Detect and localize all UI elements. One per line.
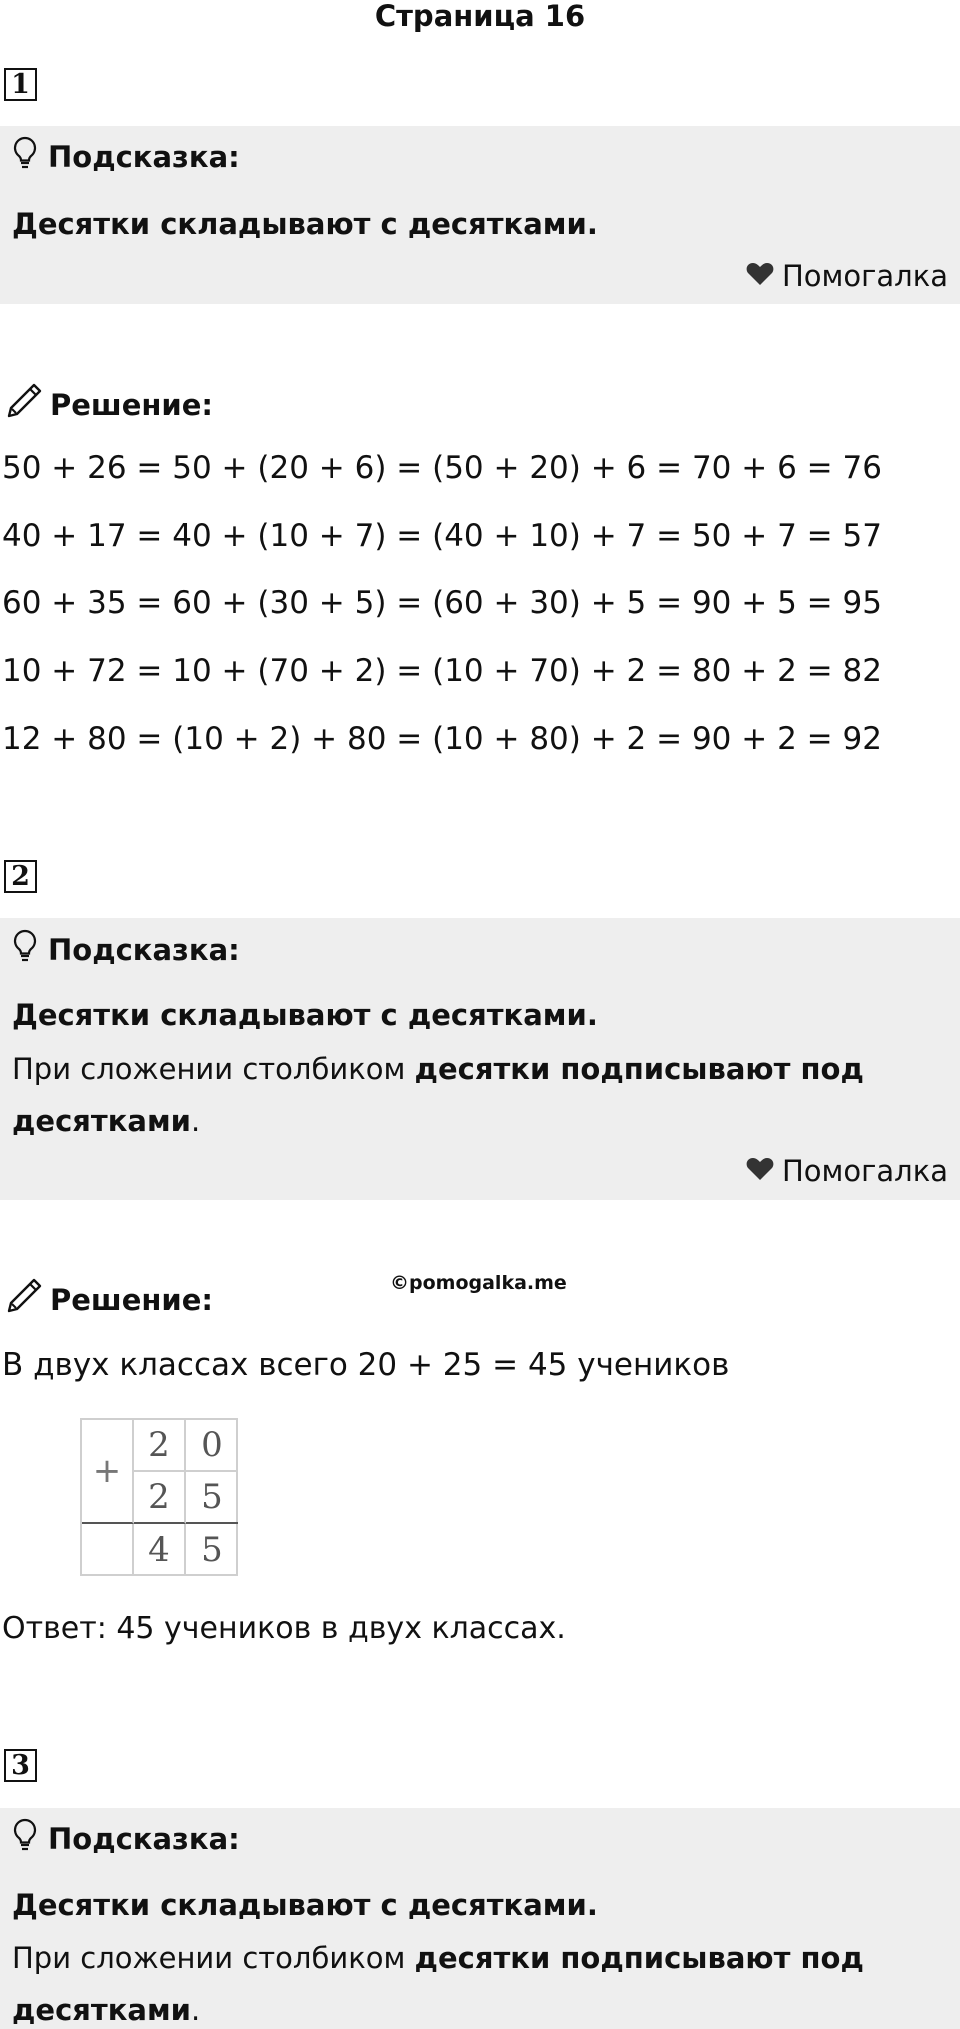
- page-title: Страница 16: [374, 0, 586, 33]
- hint-text-3-line2: При сложении столбиком десятки подписывают под: [12, 1941, 864, 1975]
- plus-sign: +: [82, 1420, 134, 1524]
- task-number-1: 1: [4, 68, 37, 101]
- solution-title: Решение:: [50, 1283, 214, 1317]
- equation-line: 12 + 80 = (10 + 2) + 80 = (10 + 80) + 2 = 90 + 2 = 92: [2, 721, 882, 757]
- watermark: ©pomogalka.me: [390, 1272, 567, 1294]
- lightbulb-icon: [12, 1818, 38, 1860]
- hint-title: Подсказка:: [48, 933, 240, 967]
- task-number-3: 3: [4, 1749, 37, 1782]
- heart-icon: [746, 1153, 774, 1189]
- equation-line: 10 + 72 = 10 + (70 + 2) = (10 + 70) + 2 = 80 + 2 = 82: [2, 653, 882, 689]
- answer-2: Ответ: 45 учеников в двух классах.: [2, 1611, 566, 1646]
- hint-text-2: Десятки складывают с десятками.: [12, 998, 598, 1032]
- digit-cell: 5: [186, 1472, 238, 1524]
- solution-text-2: В двух классах всего 20 + 25 = 45 учеников: [2, 1347, 730, 1383]
- equation-line: 60 + 35 = 60 + (30 + 5) = (60 + 30) + 5 = 90 + 5 = 95: [2, 585, 882, 621]
- digit-cell: 0: [186, 1420, 238, 1472]
- brand-label-1: Помогалка: [746, 258, 948, 294]
- solution-header-1: [4, 381, 213, 429]
- solution-header-2: [4, 1276, 213, 1324]
- hint-header-1: [12, 136, 240, 178]
- hint-text-1: Десятки складывают с десятками.: [12, 207, 598, 241]
- hint-text-2-line2: При сложении столбиком десятки подписывают под: [12, 1052, 864, 1086]
- hint-header-2: [12, 929, 240, 971]
- solution-title: Решение:: [50, 388, 214, 422]
- column-addition: [80, 1418, 238, 1576]
- pencil-icon: [4, 1276, 44, 1324]
- hint-header-3: [12, 1818, 240, 1860]
- hint-text-3: Десятки складывают с десятками.: [12, 1888, 598, 1922]
- brand-label-2: Помогалка: [746, 1153, 948, 1189]
- empty-cell: [82, 1524, 134, 1576]
- task-number-2: 2: [4, 860, 37, 893]
- digit-cell: 2: [134, 1420, 186, 1472]
- equation-line: 40 + 17 = 40 + (10 + 7) = (40 + 10) + 7 = 50 + 7 = 57: [2, 518, 882, 554]
- pencil-icon: [4, 381, 44, 429]
- equation-line: 50 + 26 = 50 + (20 + 6) = (50 + 20) + 6 = 70 + 6 = 76: [2, 450, 882, 486]
- hint-text-3-line3: десятками.: [12, 1993, 201, 2027]
- lightbulb-icon: [12, 136, 38, 178]
- digit-cell: 4: [134, 1524, 186, 1576]
- hint-title: Подсказка:: [48, 1822, 240, 1856]
- hint-text-2-line3: десятками.: [12, 1104, 201, 1138]
- digit-cell: 2: [134, 1472, 186, 1524]
- lightbulb-icon: [12, 929, 38, 971]
- heart-icon: [746, 258, 774, 294]
- hint-title: Подсказка:: [48, 140, 240, 174]
- digit-cell: 5: [201, 1530, 223, 1570]
